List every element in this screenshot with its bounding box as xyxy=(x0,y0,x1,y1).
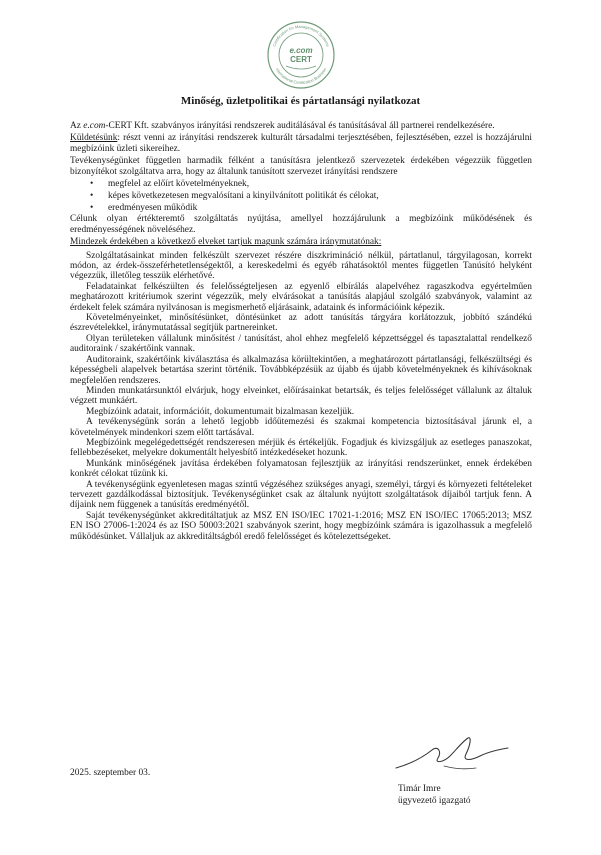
principle-paragraph: A tevékenységünk egyenletesen magas szintű végzéséhez szükséges anyagi, személyi, tárgyi és környezeti feltételeket tervezett gazdálkodással biztosítjuk. Tevékenységünket csak az általunk nyújtott szolgáltatások díjaiból tartjuk fenn. A díjaink nem függenek a tanúsítás eredményétől. xyxy=(70,479,532,511)
principle-paragraph: Saját tevékenységünket akkreditáltatjuk az MSZ EN ISO/IEC 17021-1:2016; MSZ EN ISO/IEC 17065:2013; MSZ EN ISO 27006-1:2024 és az ISO 50003:2021 szabványok szerint, hogy megbízóink számára is igazolhassuk a megfelelő működésünket. Vállaljuk az akkreditáltságból eredő felelősséget és kötelezettségeket. xyxy=(70,510,532,542)
principle-paragraph: Auditoraink, szakértőink kiválasztása és alkalmazása körültekintően, a meghatározott pártatlansági, felkészültségi és képességbeli alapelvek betartása szerint történik. Továbbképzésük az újabb és újabb követelményeknek és kihívásoknak megfelelően rendszeres. xyxy=(70,354,532,386)
goal-paragraph: Célunk olyan értékteremtő szolgáltatás nyújtása, amellyel hozzájárulunk a megbízóink működésének és eredményességének növeléséhez. xyxy=(70,214,532,235)
logo-brand-2: CERT xyxy=(290,55,312,64)
signer-name: Timár Imre xyxy=(398,784,441,794)
principle-paragraph: Feladatainkat felkészülten és felelősségteljesen az egyenlő elbírálás alapelvéhez ragaszkodva egyértelműen meghatározott kritériumok szerint végezzük, mely elvárásokat a tanúsítás alapjául szolgáló szabványok, valamint az érdekelt felek számára nyilvánosan is megismerhető eljárásaink, adataink és információink képezik. xyxy=(70,281,532,313)
principle-paragraph: Követelményeinket, minősítésünket, döntésünket az adott tanúsítás tárgyára korlátozzuk, jobbító szándékú észrevételekkel, iránymutatással segítjük partnereinket. xyxy=(70,313,532,334)
logo-ring-bottom: International Certification Business xyxy=(274,66,328,86)
principle-paragraph: Munkánk minőségének javítása érdekében folyamatosan fejlesztjük az irányítási rendszerünket, ennek érdekében konkrét célokat tűzünk ki. xyxy=(70,458,532,480)
list-item: • képes következetesen megvalósítani a kinyilvánított politikát és célokat, xyxy=(98,191,532,201)
activity-paragraph: Tevékenységünket független harmadik félként a tanúsításra jelentkező szervezetek érdekében végezzük független bizonyítékot szolgáltatva arra, hogy az általunk tanúsított szervezet irányítási rendszere xyxy=(70,156,532,177)
principle-paragraph: A tevékenységünk során a lehető legjobb időütemezési és szakmai kompetencia biztosításával járunk el, a követelmények mindenkori szem előtt tartásával. xyxy=(70,417,532,438)
principle-paragraph: Megbízóink adatait, információit, dokumentumait bizalmasan kezeljük. xyxy=(86,406,355,417)
principles-intro: Mindezek érdekében a következő elveket tartjuk magunk számára iránymutatónak: xyxy=(70,237,382,248)
page-title: Minőség, üzletpolitikai és pártatlansági nyilatkozat xyxy=(180,95,421,107)
requirement-list xyxy=(70,179,532,213)
signer-role: ügyvezető igazgató xyxy=(398,796,471,806)
document-date: 2025. szeptember 03. xyxy=(70,768,151,778)
principle-paragraph: Szolgáltatásainkat minden felkészült szervezet részére diszkrimináció nélkül, pártatlanul, tárgyilagosan, korrekt módon, az érdek-összeférhetetlenségektől, a kereskedelmi és egyéb ráhatásoktól mentes független Tanúsító helyként végezzük, illetőleg tesszük elérhetővé. xyxy=(70,250,532,282)
logo-brand-1: e.com xyxy=(289,46,313,55)
document-body xyxy=(70,121,532,542)
list-item: • megfelel az előírt követelményeknek, xyxy=(98,179,532,189)
mission-label: Küldetésünk xyxy=(70,133,118,144)
intro-paragraph: Az e.com-CERT Kft. szabványos irányítási rendszerek auditálásával és tanúsításával áll partnerei rendelkezésére. xyxy=(70,121,495,131)
mission-paragraph: Küldetésünk: részt venni az irányítási rendszerek kulturált társadalmi terjesztésében, fejlesztésében, ezzel is hozzájárulni megbízóink üzleti sikereihez. xyxy=(70,133,532,154)
handwritten-signature xyxy=(392,728,512,780)
list-item: • eredményesen működik xyxy=(98,203,532,213)
signer-block xyxy=(398,783,471,807)
ecom-cert-logo xyxy=(266,20,336,90)
principle-paragraph: Olyan területeken vállalunk minősítést / tanúsítást, ahol ehhez megfelelő képzettséggel és tapasztalattal rendelkező auditoraink / szakértőink vannak. xyxy=(70,333,532,355)
principle-paragraph: Minden munkatársunktól elvárjuk, hogy elveinket, előírásainkat betartsák, és teljes felelősséget vállalunk az általuk végzett munkáért. xyxy=(70,385,532,407)
svg-text:Certification for Management S xyxy=(271,24,330,47)
principle-paragraph: Megbízóink megelégedettségét rendszeresen mérjük és értékeljük. Fogadjuk és kivizsgáljuk az esetleges panaszokat, fellebbezéseket, melyekre dokumentált helyesbítő intézkedéseket hozunk. xyxy=(70,437,532,459)
logo-ring-top: Certification for Management Systems xyxy=(271,23,331,48)
